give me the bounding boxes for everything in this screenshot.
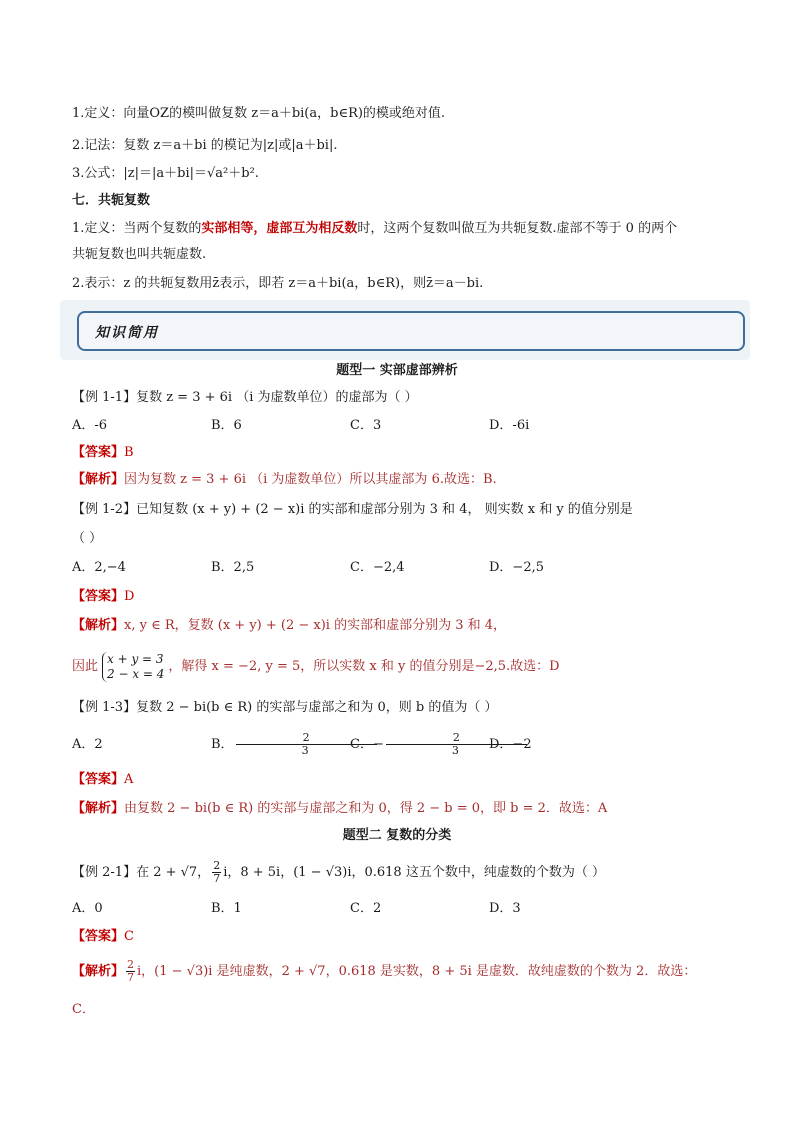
option-c: C．−2,4	[350, 560, 405, 575]
conjugate-def-prefix: 1.定义：当两个复数的	[72, 221, 202, 236]
conjugate-def-suffix: 时，这两个复数叫做互为共轭复数.虚部不等于 0 的两个	[357, 221, 678, 236]
example-1-3-question: 【例 1-3】复数 2 − bi(b ∈ R) 的实部与虚部之和为 0，则 b 的值为（ ）	[72, 700, 498, 715]
modulus-formula: 3.公式：|z|＝|a＋bi|＝√a²＋b².	[72, 166, 259, 181]
knowledge-box-title: 知识简用	[95, 325, 159, 341]
example-1-1-options	[72, 416, 632, 436]
example-2-1-answer	[72, 927, 746, 947]
option-b: B．2,5	[211, 560, 255, 575]
fraction-numerator: 2	[127, 958, 135, 971]
example-1-2-options	[72, 558, 632, 578]
analysis-text: i，(1 − √3)i 是纯虚数，2 + √7，0.618 是实数，8 + 5i 是虚数．故纯虚数的个数为 2．故选：	[137, 964, 697, 979]
example-1-2-answer	[72, 587, 746, 607]
answer-value: C	[124, 929, 134, 944]
conjugate-representation: 2.表示：z 的共轭复数用z̄表示，即若 z＝a＋bi(a，b∈R)，则z̄＝a－bi.	[72, 276, 484, 291]
example-2-1-analysis	[72, 955, 746, 989]
modulus-definition: 1.定义：向量OZ的模叫做复数 z＝a＋bi(a，b∈R)的模或绝对值.	[72, 106, 446, 121]
analysis-prefix: 因此	[72, 659, 99, 674]
fraction-denominator: 3	[451, 744, 459, 757]
example-1-3-analysis	[72, 799, 746, 819]
option-a: A．2,−4	[72, 560, 126, 575]
fraction-denominator: 7	[213, 872, 221, 885]
analysis-text: 由复数 2 − bi(b ∈ R) 的实部与虚部之和为 0，得 2 − b = 0，即 b = 2．故选：A	[124, 801, 608, 816]
option-c	[350, 730, 489, 760]
example-1-3-answer	[72, 770, 746, 790]
answer-label: 【答案】	[72, 589, 125, 604]
fraction-numerator: 2	[386, 732, 527, 745]
analysis-label: 【解析】	[72, 801, 125, 816]
question-suffix: i，8 + 5i，(1 − √3)i，0.618 这五个数中，纯虚数的个数为（ ）	[223, 865, 605, 880]
option-b	[211, 730, 350, 760]
option-d: D．−2,5	[489, 560, 544, 575]
answer-value: A	[124, 772, 134, 787]
conjugate-heading: 七．共轭复数	[72, 193, 151, 208]
answer-value: B	[124, 445, 134, 460]
fraction-denominator: 7	[127, 971, 135, 984]
fraction-denominator: 3	[301, 744, 309, 757]
example-2-1-analysis-line2: C．	[72, 1002, 95, 1017]
fraction	[212, 860, 221, 885]
analysis-text: 因为复数 z = 3 + 6i （i 为虚数单位）所以其虚部为 6.故选：B.	[124, 472, 497, 487]
option-c: C．3	[350, 418, 382, 433]
example-2-1-question	[72, 856, 746, 890]
knowledge-box	[77, 311, 745, 351]
example-1-1-question: 【例 1-1】复数 z = 3 + 6i （i 为虚数单位）的虚部为（ ）	[72, 390, 418, 405]
option-b-prefix: B．	[211, 737, 234, 752]
answer-label: 【答案】	[72, 445, 125, 460]
conjugate-definition-line2: 共轭复数也叫共轭虚数.	[72, 247, 207, 262]
example-2-1-options	[72, 899, 632, 919]
analysis-label: 【解析】	[72, 964, 125, 979]
analysis-text: x, y ∈ R，复数 (x + y) + (2 − x)i 的实部和虚部分别为 3 和 4，	[124, 618, 507, 633]
example-1-2-question-line2: （ ）	[72, 531, 103, 546]
analysis-suffix: ，解得 x = −2, y = 5，所以实数 x 和 y 的值分别是−2,5.故选：D	[168, 659, 560, 674]
option-a: A．-6	[72, 418, 108, 433]
answer-label: 【答案】	[72, 929, 125, 944]
example-1-3-options	[72, 730, 632, 760]
option-c: C．2	[350, 901, 382, 916]
example-1-2-analysis-line2	[72, 650, 746, 684]
equation-2: 2 − x = 4	[107, 666, 165, 681]
option-d: D．−2	[489, 737, 532, 752]
conjugate-def-highlight: 实部相等，虚部互为相反数	[201, 221, 358, 236]
equation-system	[102, 652, 164, 682]
question-prefix: 【例 2-1】在 2 + √7，	[72, 865, 211, 880]
example-1-1-answer	[72, 443, 746, 463]
option-d: D．-6i	[489, 418, 530, 433]
fraction-numerator: 2	[236, 732, 377, 745]
example-1-1-analysis	[72, 470, 746, 490]
fraction	[126, 959, 135, 984]
option-c-prefix: C．−	[350, 737, 384, 752]
analysis-label: 【解析】	[72, 472, 125, 487]
answer-value: D	[124, 589, 135, 604]
option-b: B．6	[211, 418, 242, 433]
example-1-2-question: 【例 1-2】已知复数 (x + y) + (2 − x)i 的实部和虚部分别为 3 和 4， 则实数 x 和 y 的值分别是	[72, 502, 633, 517]
example-1-2-analysis	[72, 616, 746, 636]
option-a: A．2	[72, 737, 103, 752]
option-a: A．0	[72, 901, 103, 916]
equation-1: x + y = 3	[107, 651, 164, 666]
analysis-label: 【解析】	[72, 618, 125, 633]
type1-title: 题型一 实部虚部辨析	[336, 363, 458, 378]
option-b: B．1	[211, 901, 242, 916]
answer-label: 【答案】	[72, 772, 125, 787]
type2-title: 题型二 复数的分类	[342, 828, 452, 843]
fraction-numerator: 2	[213, 859, 221, 872]
conjugate-definition	[72, 219, 746, 239]
modulus-notation: 2.记法：复数 z＝a＋bi 的模记为|z|或|a＋bi|.	[72, 138, 338, 153]
option-d: D．3	[489, 901, 521, 916]
